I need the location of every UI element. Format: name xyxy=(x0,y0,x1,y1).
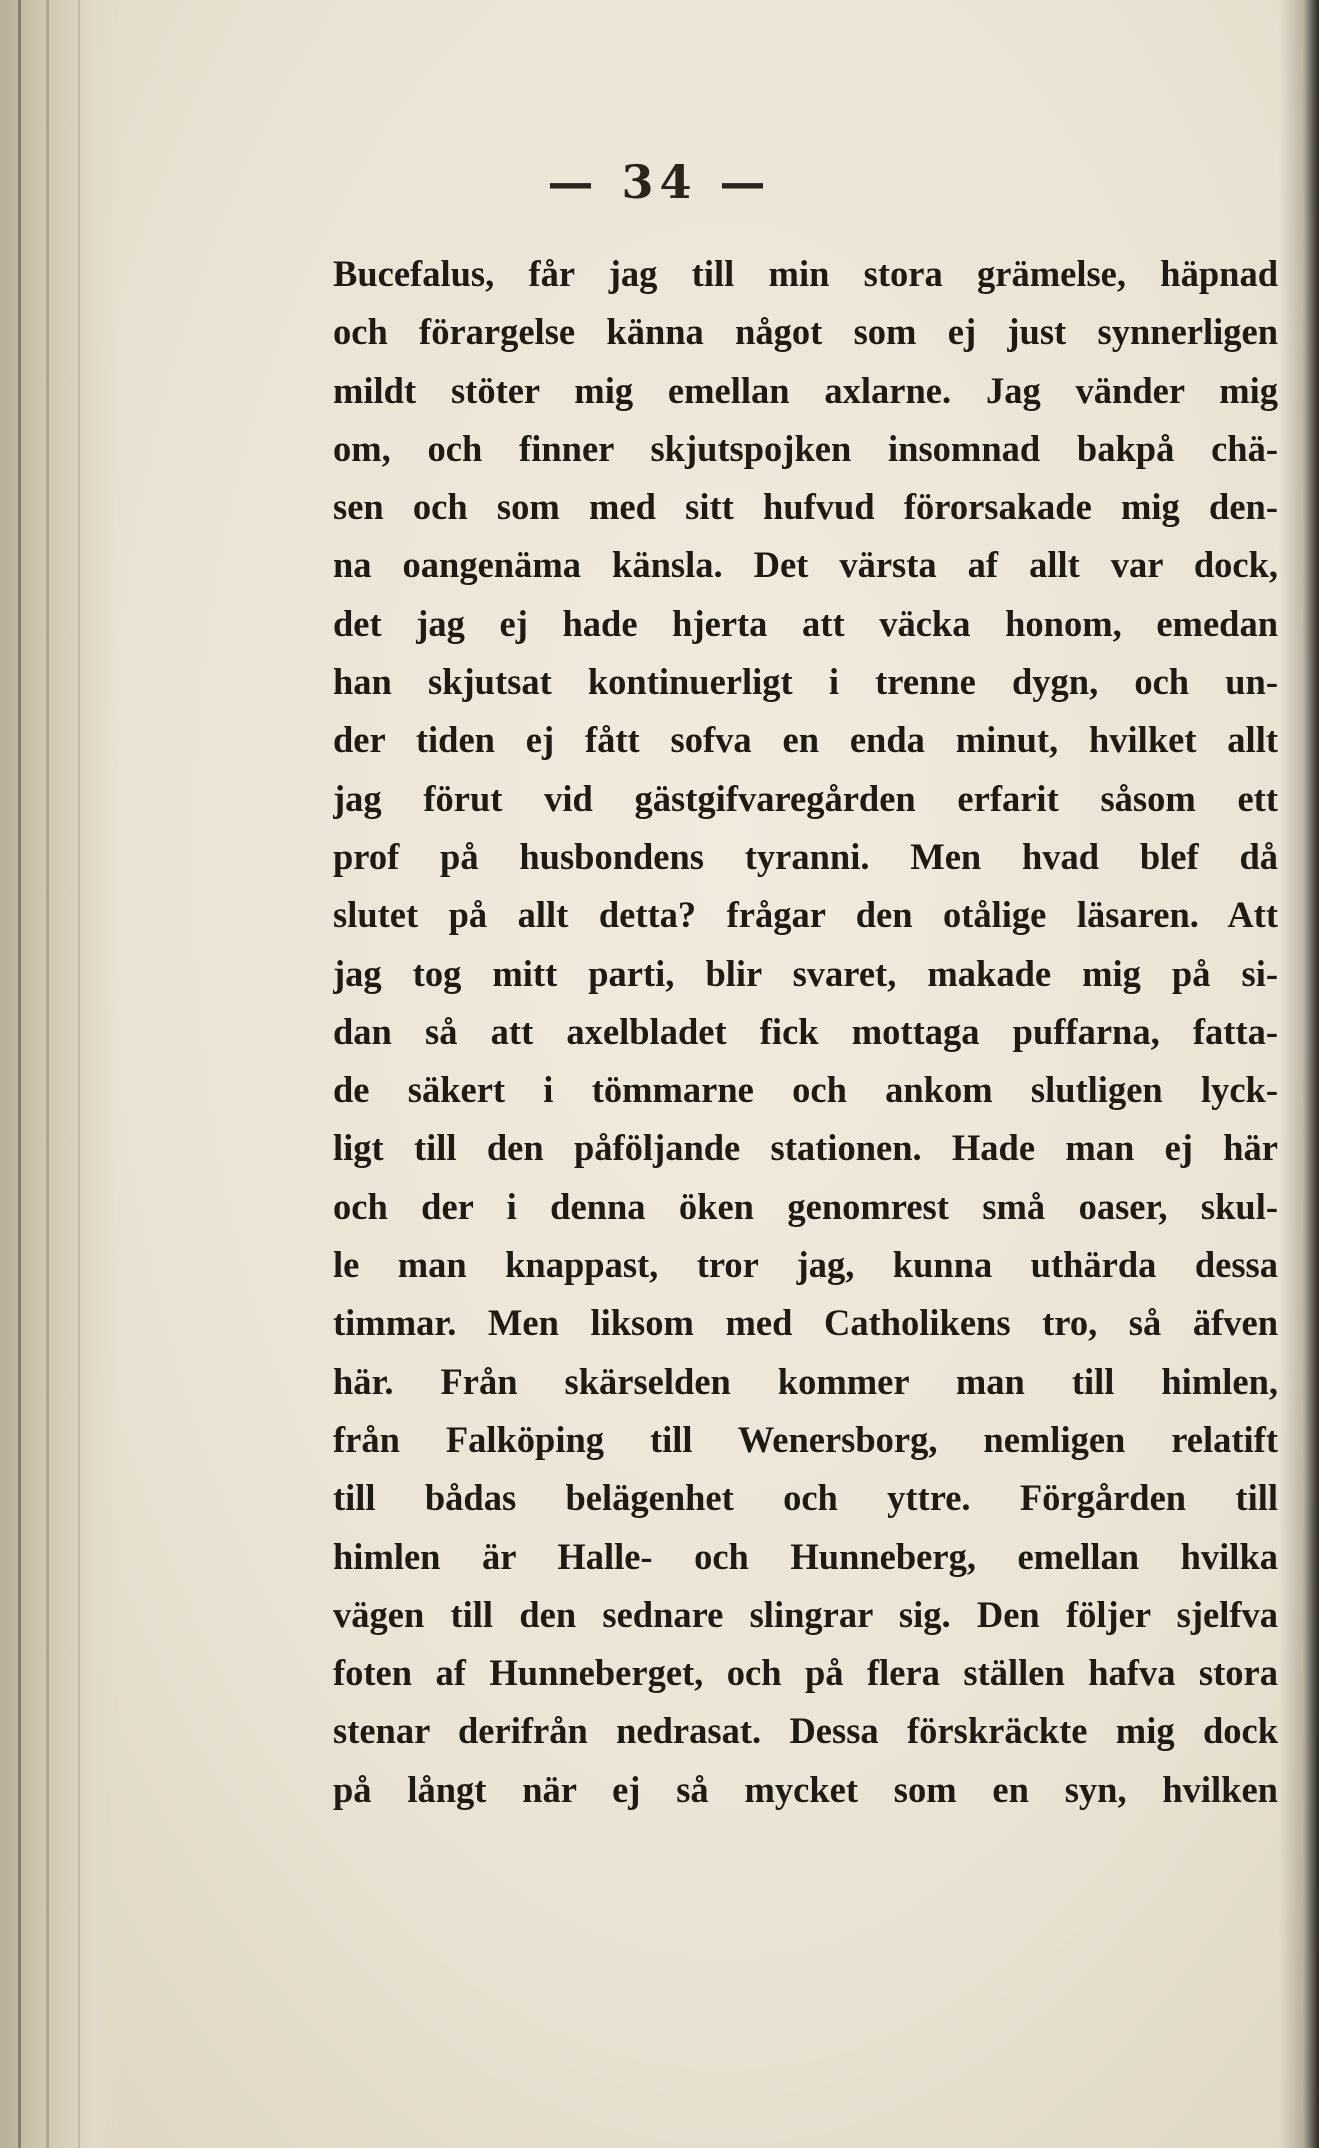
text-line: här. Från skärselden kommer man till himlen, xyxy=(333,1360,1278,1402)
text-line: na oangenäma känsla. Det värsta af allt var dock, xyxy=(333,544,1278,586)
text-line: vägen till den sednare slingrar sig. Den följer sjelfva xyxy=(333,1593,1278,1635)
page-number-header: — 34 — xyxy=(547,155,772,209)
text-line: himlen är Halle- och Hunneberg, emellan hvilka xyxy=(333,1535,1278,1577)
text-line: foten af Hunneberget, och på flera ställen hafva stora xyxy=(333,1652,1278,1694)
spine-edge-line xyxy=(46,0,49,2148)
text-line: och der i denna öken genomrest små oaser, skul- xyxy=(333,1185,1278,1227)
text-line: till bådas belägenhet och yttre. Förgården till xyxy=(333,1477,1278,1519)
text-line: från Falköping till Wenersborg, nemligen relatift xyxy=(333,1418,1278,1460)
text-line: och förargelse känna något som ej just synnerligen xyxy=(333,311,1278,353)
text-line: sen och som med sitt hufvud förorsakade mig den- xyxy=(333,486,1278,528)
text-line: de säkert i tömmarne och ankom slutligen lyck- xyxy=(333,1069,1278,1111)
text-line: det jag ej hade hjerta att väcka honom, emedan xyxy=(333,602,1278,644)
text-line: jag förut vid gästgifvaregården erfarit såsom ett xyxy=(333,777,1278,819)
text-line: der tiden ej fått sofva en enda minut, hvilket allt xyxy=(333,719,1278,761)
text-line: mildt stöter mig emellan axlarne. Jag vänder mig xyxy=(333,369,1278,411)
text-line: på långt när ej så mycket som en syn, hvilken xyxy=(333,1768,1278,1810)
text-line: stenar derifrån nedrasat. Dessa förskräckte mig dock xyxy=(333,1710,1278,1752)
text-line: jag tog mitt parti, blir svaret, makade mig på si- xyxy=(333,952,1278,994)
text-line: le man knappast, tror jag, kunna uthärda dessa xyxy=(333,1244,1278,1286)
text-line: han skjutsat kontinuerligt i trenne dygn, och un- xyxy=(333,661,1278,703)
spine-edge-line xyxy=(18,0,21,2148)
text-line: slutet på allt detta? frågar den otålige läsaren. Att xyxy=(333,894,1278,936)
text-line: Bucefalus, får jag till min stora grämelse, häpnad xyxy=(333,253,1278,294)
page-edge-shadow xyxy=(1279,0,1319,2148)
text-line: prof på husbondens tyranni. Men hvad blef då xyxy=(333,835,1278,877)
text-line: ligt till den påföljande stationen. Hade man ej här xyxy=(333,1127,1278,1169)
body-text xyxy=(333,245,1278,1819)
text-line: om, och finner skjutspojken insomnad bakpå chä- xyxy=(333,427,1278,469)
text-line: timmar. Men liksom med Catholikens tro, så äfven xyxy=(333,1302,1278,1344)
spine-edge-line xyxy=(78,0,80,2148)
text-line: dan så att axelbladet fick mottaga puffarna, fatta- xyxy=(333,1010,1278,1052)
